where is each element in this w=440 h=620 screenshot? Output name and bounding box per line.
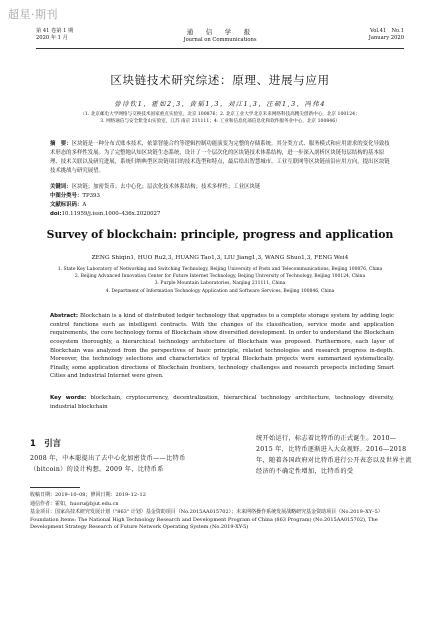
affiliation-en-line: 3. Purple Mountain Laboratories, Nanjing 211111, China (154, 281, 286, 287)
abstract-en-text: Blockchain is a kind of distributed ledger technology that upgrades to a complete storage system by adding logic control functions such as intelligent contracts. With the changes of its classification, service mode and application requirements, the core technology forms of Blockchain show diversified development. In order to understand the Blockchain ecosystem thoroughly, a hierarchical technology architecture of Blockchain was proposed. Furthermore, each layer of Blockchain was analyzed from the perspectives of basic principle, related technologies and research progress in-depth. Moreover, the technology selections and characteristics of typical Blockchain projects were summarized systematically. Finally, some application directions of Blockchain frontiers, technology challenges and research prospects including Smart Cities and Industrial Internet were given. (50, 313, 394, 380)
affiliation-en-line: 2. Beijing Advanced Innovation Center for Future Internet Technology, Beijing University of Technology, Beijing 100124, China (74, 274, 366, 280)
abstract-zh-label: 摘 要： (50, 141, 72, 147)
doi-label: doi: (50, 211, 62, 217)
journal-name-en: Journal on Communications (183, 36, 257, 43)
footnotes (30, 491, 410, 532)
watermark-logo: 超星·期刊 (8, 8, 58, 21)
title-en: Survey of blockchain: principle, progress and application (46, 228, 394, 241)
doi-value: 10.11959/j.issn.1000–436x.2020027 (61, 211, 161, 217)
abstract-en (50, 312, 394, 381)
footnote-dates: 收稿日期：2019–10–08；修回日期：2019–12–12 (30, 492, 146, 498)
keywords-en (50, 394, 394, 411)
section-heading: 1 引言 (30, 438, 61, 448)
volume-issue-en: Vol.41 No.1 (369, 28, 404, 34)
keywords-zh-label: 关键词： (50, 184, 72, 190)
date-zh: 2020 年 1 月 (36, 35, 68, 42)
footnote-funding-en: Foundation Items: The National High Technology Research and Development Program of China (863 Program) (No.2015AA015702), The Development Strategy Research of Future Network Operating System (No.2019-XY-5) (30, 516, 378, 531)
clc-label: 中图分类号： (50, 193, 83, 199)
keywords-en-label: Key words: (50, 395, 87, 401)
footnote-funding-zh: 基金项目：国家高技术研究发展计划（"863" 计划）基金资助项目（No.2015AA015702）；未来网络操作系统发展战略研究基金资助项目（No.2019–XY–5） (30, 509, 383, 515)
affiliation-zh-line: （1. 北京邮电大学网络与交换技术国家重点实验室，北京 100876；2. 北京工业大学北京未来网络科技高精尖创新中心，北京 100124； (80, 112, 360, 117)
authors-en: ZENG Shiqin1, HUO Ru2,3, HUANG Tao1,3, LIU Jiang1,3, WANG Shuo1,3, FENG Wei4 (91, 255, 349, 261)
doc-code-label: 文献标识码： (50, 202, 83, 208)
date-en: January 2020 (368, 35, 404, 42)
affiliation-zh-line: 3. 网络通信与安全紫金山实验室，江苏 南京 211111；4. 工业和信息化部信息化和软件服务业中心，北京 100846） (100, 119, 340, 125)
abstract-zh-text: 区块链是一种分布式账本技术，依靠智能合约等逻辑控制功能演变为完整的存储系统。其分类方式、服务模式和应用需求的变化导致技术形态的多样性发展。为了完整地认知区块链生态系统，设计了一个层次化的区块链技术体系结构，进一步深入剖析区块链每层结构的基本原理、技术关联以及研究进展，系统归纳典型区块链项目的技术选型和特点，最后给出智慧城市、工业互联网等区块链前沿应用方向，提出区块链技术挑战与研究展望。 (50, 141, 390, 174)
authors-zh: 曾诗钦1，霍如2,3，黄韬1,3，刘江1,3，汪硕1,3，冯伟4 (114, 100, 326, 108)
abstract-zh (50, 140, 394, 176)
doc-code-value: A (82, 202, 87, 208)
affiliations-en (48, 266, 392, 295)
intro-right-column: 统开始运行，标志着比特币的正式诞生。2010—2015 年，比特币逐渐进入大众视野。2016—2018 年，随着各国政府对比特币进行公开表态以及世界主流经济的不确定性增加，比特币的受 (256, 435, 412, 475)
document-code (50, 201, 86, 210)
affiliation-en-line: 4. Department of Information Technology Application and Software Services, Beijing 100846, China (105, 288, 335, 294)
abstract-en-label: Abstract: (50, 313, 79, 319)
clc-number (50, 192, 100, 201)
header-divider (36, 48, 404, 49)
footnote-divider (30, 487, 80, 488)
keywords-en-text: blockchain, cryptocurrency, decentralization, hierarchical technology architecture, technology diversity, industrial blockchain (50, 395, 394, 410)
keywords-zh (50, 183, 394, 192)
doi (50, 210, 160, 219)
intro-left-column: 2008 年，中本聪提出了去中心化加密货币——比特币（bitcoin）的设计构想。2009 年，比特币系 (30, 455, 186, 473)
volume-issue-zh: 第 41 卷第 1 期 (36, 28, 74, 34)
footnote-corresponding-author: 通信作者：霍如，huoru@bjut.edu.cn (30, 500, 119, 507)
affiliations-zh (60, 111, 380, 125)
clc-value: TP393 (82, 193, 100, 199)
journal-name-zh: 通 信 学 报 (186, 28, 254, 36)
title-zh: 区块链技术研究综述：原理、进展与应用 (110, 73, 330, 87)
issue-info-en (369, 28, 404, 42)
journal-name (36, 28, 404, 44)
affiliation-en-line: 1. State Key Laboratory of Networking and Switching Technology, Beijing University of Posts and Telecommunications, Beijing 100876, China (57, 267, 383, 272)
keywords-zh-text: 区块链；加密货币；去中心化；层次化技术体系结构；技术多样性；工业区块链 (71, 184, 261, 190)
